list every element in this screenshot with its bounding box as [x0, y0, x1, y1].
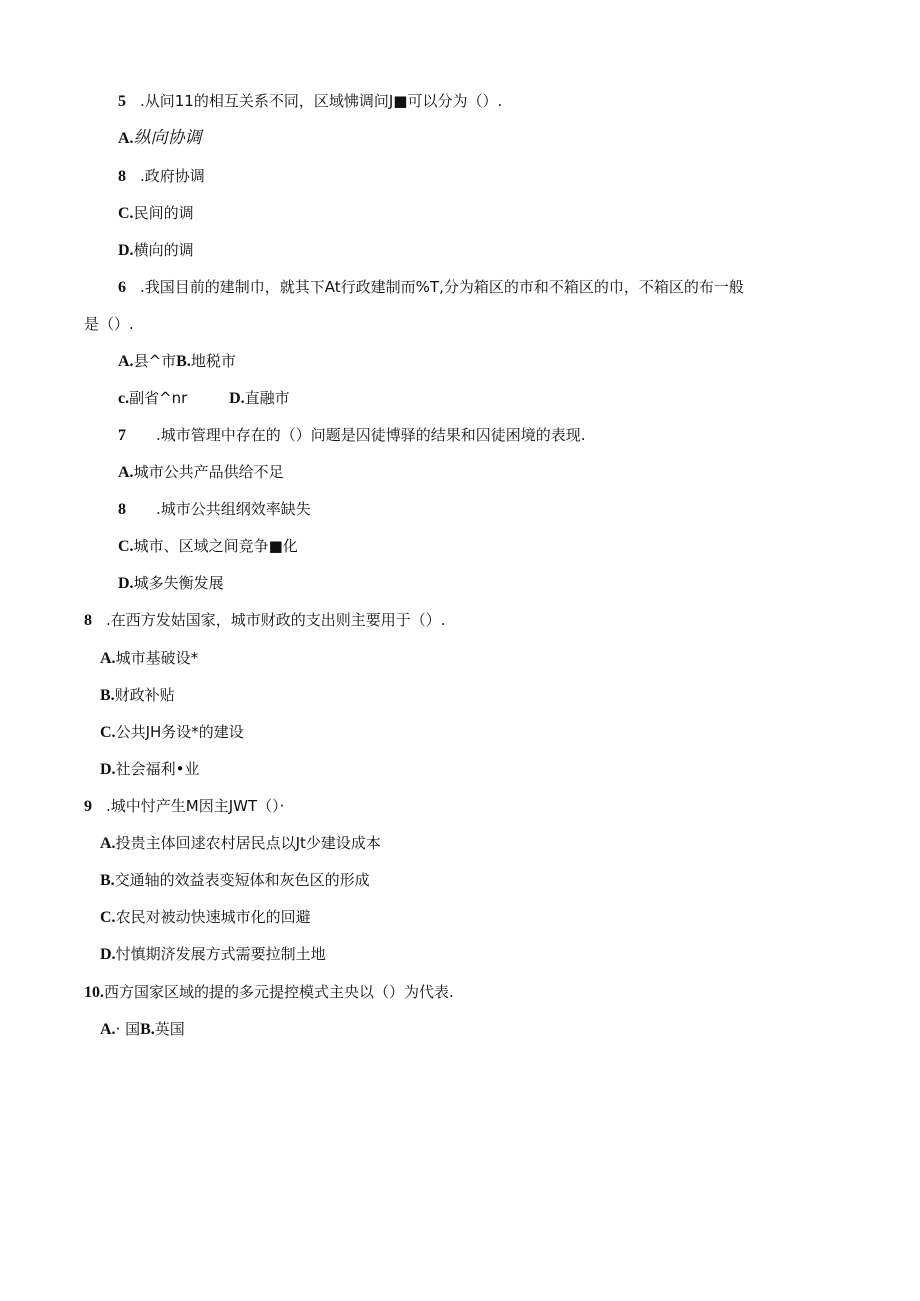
option-d — [118, 240, 194, 260]
question-stem: .从问11的相互关系不同，区域怫调问J■可以分为（）. — [140, 92, 503, 110]
question-stem: .在西方发姑国家，城市财政的支出则主要用于（）. — [106, 611, 446, 629]
question-8 — [84, 610, 446, 630]
option-label: C. — [100, 724, 116, 741]
option-a — [100, 833, 381, 853]
option-label: A. — [100, 650, 116, 667]
question-5 — [118, 91, 502, 111]
question-7 — [118, 425, 586, 445]
option-label: D. — [118, 575, 134, 592]
option-b — [100, 685, 175, 705]
option-label: A. — [100, 1021, 116, 1038]
option-text: 副省^nr — [129, 389, 188, 407]
question-10 — [84, 982, 454, 1002]
option-text: 横向的调 — [133, 241, 194, 259]
option-text: .政府协调 — [140, 167, 205, 185]
option-label: A. — [118, 130, 134, 147]
option-text: 忖慎期济发展方式需要拉制土地 — [115, 945, 326, 963]
option-text: 英国 — [154, 1020, 185, 1038]
option-row-ab — [100, 1019, 185, 1039]
option-c — [100, 907, 311, 927]
option-text: 投贵主体回逑农村居民点以Jt少建设成本 — [115, 834, 381, 852]
option-text: 交通轴的效益表变短体和灰色区的形成 — [114, 871, 370, 889]
option-text: .城市公共组纲效率缺失 — [156, 500, 311, 518]
option-c — [100, 722, 244, 742]
option-row-ab — [118, 351, 236, 371]
option-text: 直融市 — [244, 389, 290, 407]
option-label: B. — [100, 872, 115, 889]
option-label: B. — [100, 687, 115, 704]
question-number: 6 — [118, 279, 126, 296]
question-number: 9 — [84, 798, 92, 815]
option-label: A. — [100, 835, 116, 852]
option-label: C. — [118, 538, 134, 555]
option-label: 8 — [118, 501, 126, 518]
option-text: 农民对被动快速城市化的回避 — [115, 908, 311, 926]
option-label: C. — [100, 909, 116, 926]
option-d — [118, 573, 224, 593]
option-b — [100, 870, 370, 890]
option-label: D. — [229, 390, 245, 407]
option-text: 城市公共产品供给不足 — [133, 463, 284, 481]
option-b — [118, 166, 205, 186]
option-text: 县^市 — [133, 352, 177, 370]
question-stem: .城市管理中存在的（）问题是囚徒博驿的结果和囚徒困境的表现. — [156, 426, 586, 444]
question-number: 8 — [84, 612, 92, 629]
question-stem: .我国目前的建制巾，就其下At行政建制而%T,分为箱区的市和不箱区的巾，不箱区的布一般 — [140, 278, 744, 296]
option-text: 公共JH务设*的建设 — [115, 723, 244, 741]
option-d — [100, 944, 326, 964]
option-text: · 国 — [115, 1020, 141, 1038]
option-a — [118, 128, 202, 148]
option-b — [118, 499, 311, 519]
option-text: 社会福利•业 — [115, 760, 200, 778]
question-stem: 西方国家区域的提的多元提控模式主央以（）为代表. — [104, 983, 454, 1001]
option-text: 纵向协调 — [133, 128, 202, 148]
option-c — [118, 536, 298, 556]
option-text: 城多失衡发展 — [133, 574, 224, 592]
option-d — [100, 759, 199, 779]
question-number: 7 — [118, 427, 126, 444]
option-label: C. — [118, 205, 134, 222]
question-number: 10. — [84, 984, 104, 1001]
question-stem: 是（）. — [84, 315, 134, 333]
question-6-continuation — [84, 314, 134, 334]
option-label: D. — [118, 242, 134, 259]
option-a — [118, 462, 284, 482]
option-text: 财政补贴 — [114, 686, 175, 704]
option-label: 8 — [118, 168, 126, 185]
option-a — [100, 648, 198, 668]
question-number: 5 — [118, 93, 126, 110]
option-c — [118, 203, 194, 223]
option-label: A. — [118, 353, 134, 370]
question-9 — [84, 796, 284, 816]
question-stem: .城中忖产生M因主JWT（）· — [106, 797, 285, 815]
option-label: A. — [118, 464, 134, 481]
option-label: B. — [176, 353, 191, 370]
option-label: B. — [140, 1021, 155, 1038]
option-text: 城市、区域之间竞争■化 — [133, 537, 298, 555]
question-6 — [118, 277, 744, 297]
option-text: 地税市 — [190, 352, 236, 370]
option-label: D. — [100, 761, 116, 778]
option-text: 民间的调 — [133, 204, 194, 222]
option-label: c. — [118, 390, 130, 407]
option-text: 城市基破设* — [115, 649, 199, 667]
option-row-cd — [118, 388, 290, 408]
option-label: D. — [100, 946, 116, 963]
